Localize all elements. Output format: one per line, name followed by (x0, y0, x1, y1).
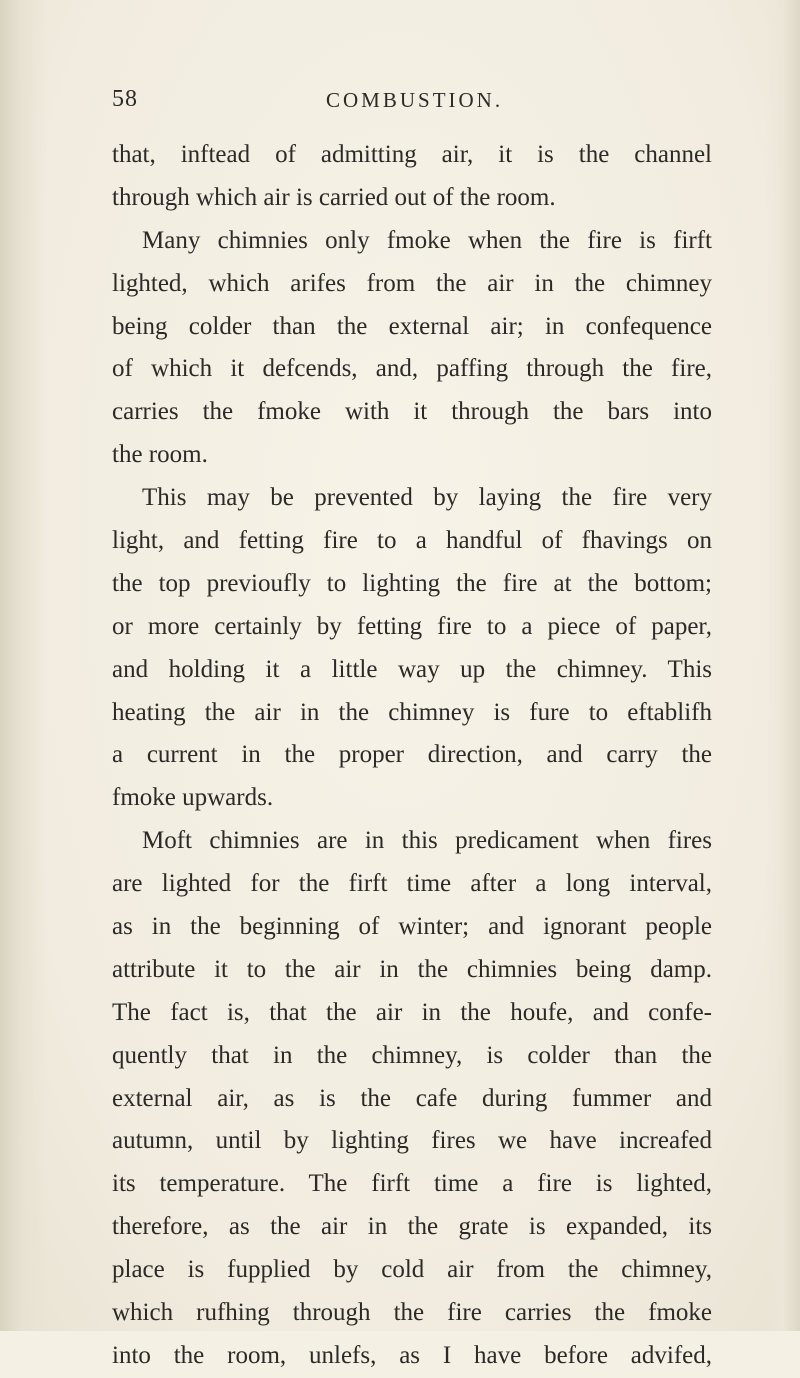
page-edge-shadow (766, 0, 800, 1331)
text-line: being colder than the external air; in confequence (112, 312, 712, 340)
text-line: or more certainly by fetting fire to a piece of paper, (112, 612, 712, 640)
text-line: and holding it a little way up the chimney. This (112, 655, 712, 683)
text-line: of which it defcends, and, paffing through the fire, (112, 355, 712, 383)
text-line: which rufhing through the fire carries the fmoke (112, 1299, 712, 1327)
text-line: therefore, as the air in the grate is expanded, its (112, 1213, 712, 1241)
text-line: lighted, which arifes from the air in the chimney (112, 269, 712, 297)
text-line: the room. (112, 441, 208, 469)
text-line: into the room, unlefs, as I have before advifed, (112, 1341, 712, 1369)
text-line: quently that in the chimney, is colder than the (112, 1041, 712, 1069)
text-line: Moft chimnies are in this predicament when fires (142, 827, 712, 855)
page-number: 58 (112, 86, 138, 112)
text-line: heating the air in the chimney is fure to eftablifh (112, 698, 712, 726)
text-line: carries the fmoke with it through the bars into (112, 398, 712, 426)
page-gutter-shadow (0, 0, 48, 1331)
text-line: that, inftead of admitting air, it is the channel (112, 141, 712, 168)
text-line: as in the beginning of winter; and ignorant people (112, 913, 712, 941)
text-line: autumn, until by lighting fires we have increafed (112, 1127, 712, 1155)
text-line: Many chimnies only fmoke when the fire is firft (142, 226, 712, 254)
text-line: This may be prevented by laying the fire very (142, 484, 712, 512)
text-line: a current in the proper direction, and carry the (112, 741, 712, 769)
text-line: light, and fetting fire to a handful of fhavings on (112, 527, 712, 555)
text-line: The fact is, that the air in the houfe, and confe- (112, 998, 712, 1026)
body-text (112, 134, 712, 1378)
text-line: are lighted for the firft time after a long interval, (112, 870, 712, 898)
running-head: COMBUSTION. (326, 88, 504, 112)
page-header (112, 86, 712, 126)
text-line: its temperature. The firft time a fire is lighted, (112, 1170, 712, 1198)
text-line: attribute it to the air in the chimnies being damp. (112, 955, 712, 983)
text-line: place is fupplied by cold air from the chimney, (112, 1256, 712, 1284)
text-line: the top previoufly to lighting the fire at the bottom; (112, 569, 712, 597)
text-line: external air, as is the cafe during fummer and (112, 1084, 712, 1112)
text-line: through which air is carried out of the room. (112, 183, 556, 211)
text-line: fmoke upwards. (112, 784, 274, 812)
